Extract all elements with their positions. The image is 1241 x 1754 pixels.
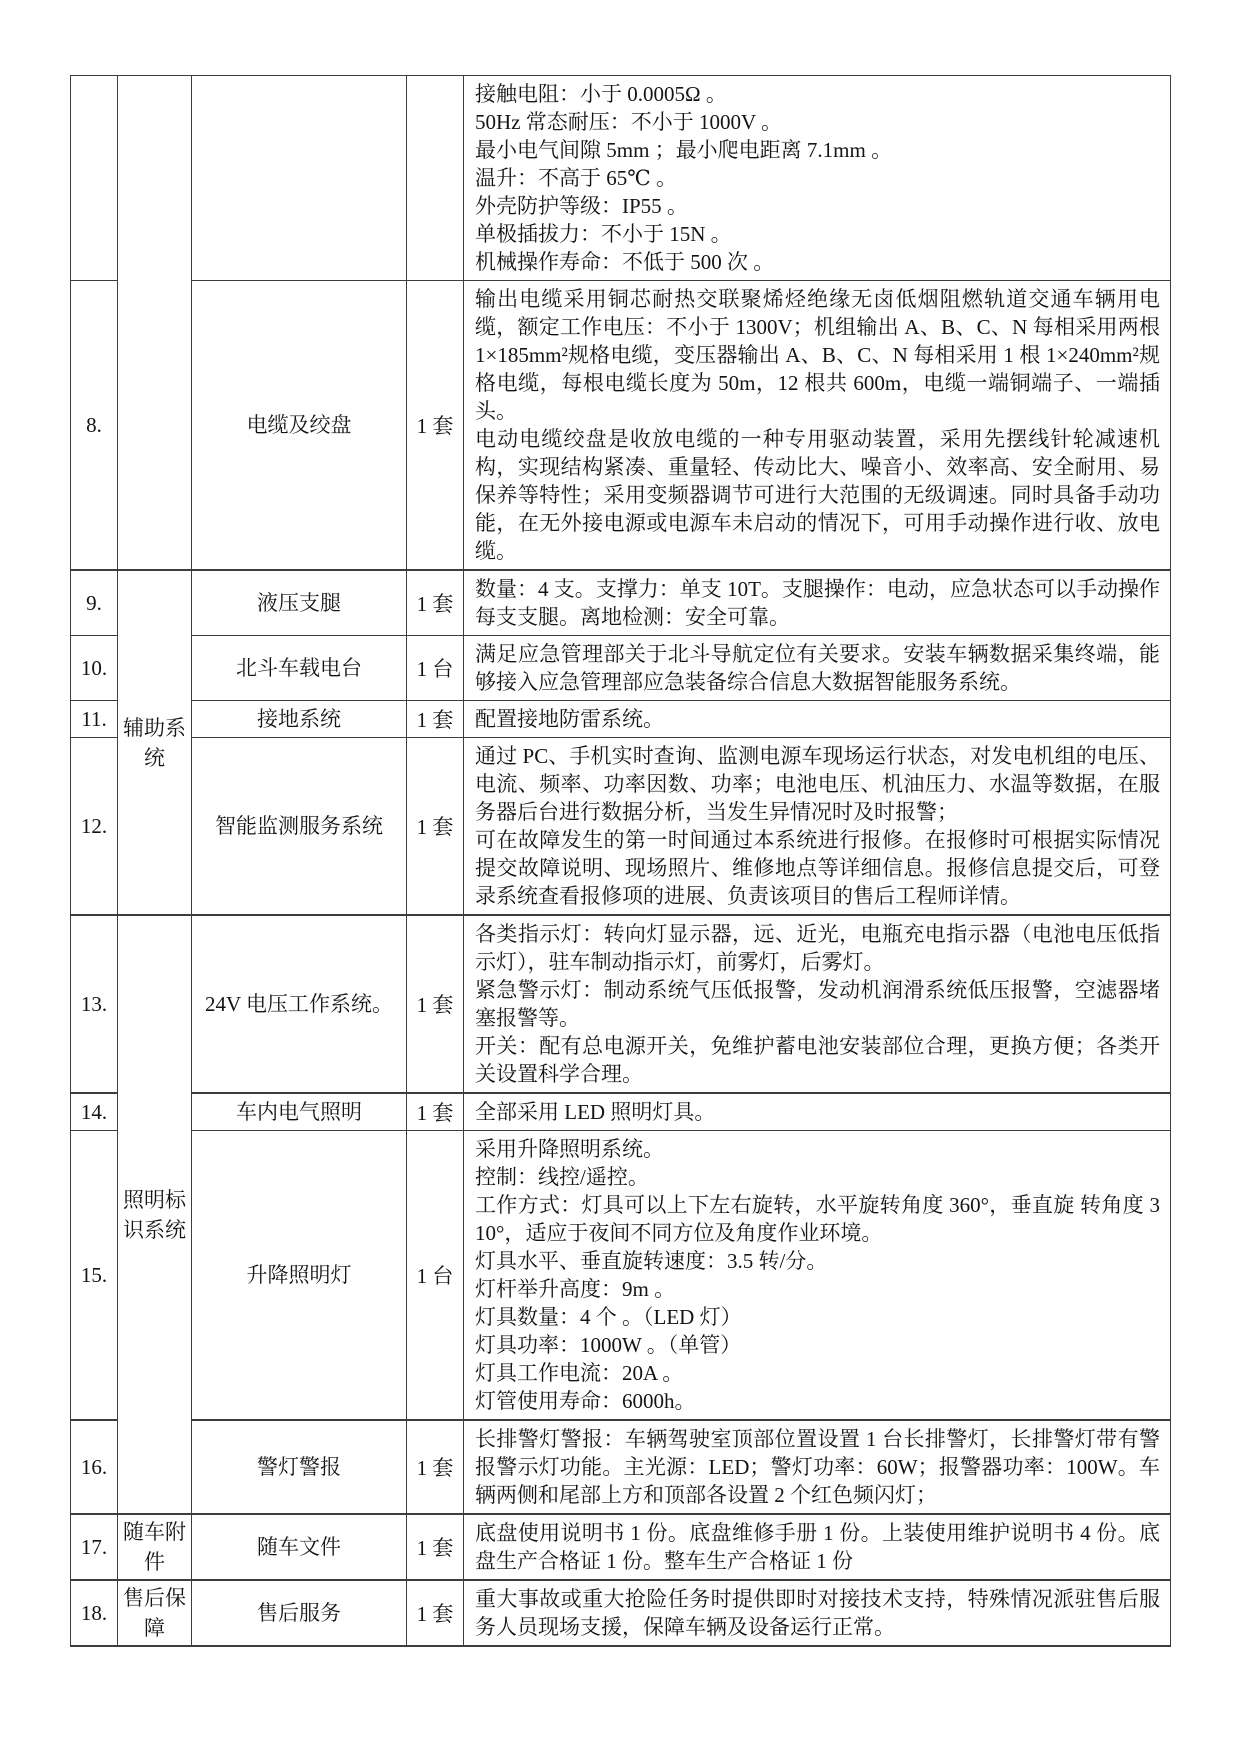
spec-table [70,75,1171,1647]
spec-paragraph: 灯具水平、垂直旋转速度：3.5 转/分。 [475,1249,828,1273]
row-number-cell: 9. [71,570,118,636]
quantity-cell: 1 套 [407,701,464,738]
table-row [71,570,1171,636]
specs-cell [464,1093,1171,1131]
specs-cell [464,1131,1171,1421]
category-cell: 辅助系统 [118,570,192,915]
spec-paragraph: 工作方式：灯具可以上下左右旋转，水平旋转角度 360°，垂直旋 转角度 310°，适应于夜间不同方位及角度作业环境。 [475,1193,1160,1245]
spec-paragraph: 最小电气间隙 5mm ；最小爬电距离 7.1mm 。 [475,138,893,162]
item-cell: 北斗车载电台 [192,636,407,701]
item-cell: 车内电气照明 [192,1093,407,1131]
spec-paragraph: 灯管使用寿命：6000h。 [475,1389,696,1413]
spec-paragraph: 控制：线控/遥控。 [475,1165,649,1189]
quantity-cell: 1 套 [407,915,464,1093]
spec-table-body [71,76,1171,1647]
item-cell: 售后服务 [192,1580,407,1646]
spec-paragraph: 满足应急管理部关于北斗导航定位有关要求。安装车辆数据采集终端，能够接入应急管理部应急装备综合信息大数据智能服务系统。 [475,642,1160,694]
row-number-cell [71,76,118,281]
spec-paragraph: 50Hz 常态耐压：不小于 1000V 。 [475,110,783,134]
table-row [71,76,1171,281]
item-cell: 液压支腿 [192,570,407,636]
spec-paragraph: 接触电阻：小于 0.0005Ω 。 [475,82,727,106]
category-cell: 照明标识系统 [118,915,192,1514]
specs-cell [464,738,1171,916]
table-row [71,701,1171,738]
spec-paragraph: 温升：不高于 65℃ 。 [475,166,677,190]
spec-paragraph: 采用升降照明系统。 [475,1137,664,1161]
spec-paragraph: 配置接地防雷系统。 [475,707,664,731]
specs-cell [464,76,1171,281]
item-cell: 接地系统 [192,701,407,738]
specs-cell [464,1420,1171,1514]
specs-cell [464,1514,1171,1580]
table-row [71,1131,1171,1421]
row-number-cell: 10. [71,636,118,701]
table-row [71,1580,1171,1646]
quantity-cell: 1 套 [407,1093,464,1131]
spec-paragraph: 灯具工作电流：20A 。 [475,1361,684,1385]
item-cell: 警灯警报 [192,1420,407,1514]
spec-paragraph: 灯具功率：1000W 。（单管） [475,1333,742,1357]
specs-cell [464,636,1171,701]
quantity-cell: 1 套 [407,1514,464,1580]
quantity-cell: 1 台 [407,636,464,701]
spec-paragraph: 各类指示灯：转向灯显示器，远、近光，电瓶充电指示器（电池电压低指示灯），驻车制动指示灯，前雾灯，后雾灯。 [475,922,1160,974]
quantity-cell [407,76,464,281]
row-number-cell: 12. [71,738,118,916]
item-cell: 升降照明灯 [192,1131,407,1421]
quantity-cell: 1 台 [407,1131,464,1421]
quantity-cell: 1 套 [407,1580,464,1646]
item-cell [192,76,407,281]
spec-paragraph: 全部采用 LED 照明灯具。 [475,1100,716,1124]
item-cell: 随车文件 [192,1514,407,1580]
row-number-cell: 8. [71,281,118,571]
specs-cell [464,915,1171,1093]
quantity-cell: 1 套 [407,570,464,636]
spec-paragraph: 灯杆举升高度：9m 。 [475,1277,676,1301]
item-cell: 24V 电压工作系统。 [192,915,407,1093]
table-row [71,1514,1171,1580]
table-row [71,281,1171,571]
specs-cell [464,1580,1171,1646]
row-number-cell: 18. [71,1580,118,1646]
spec-paragraph: 机械操作寿命：不低于 500 次 。 [475,250,775,274]
spec-paragraph: 电动电缆绞盘是收放电缆的一种专用驱动装置，采用先摆线针轮减速机构，实现结构紧凑、重量轻、传动比大、噪音小、效率高、安全耐用、易保养等特性；采用变频器调节可进行大范围的无级调速。同时具备手动功能，在无外接电源或电源车未启动的情况下，可用手动操作进行收、放电缆。 [475,427,1160,563]
category-cell: 随车附件 [118,1514,192,1580]
spec-paragraph: 灯具数量：4 个 。（LED 灯） [475,1305,742,1329]
row-number-cell: 11. [71,701,118,738]
quantity-cell: 1 套 [407,281,464,571]
spec-paragraph: 可在故障发生的第一时间通过本系统进行报修。在报修时可根据实际情况提交故障说明、现场照片、维修地点等详细信息。报修信息提交后，可登录系统查看报修项的进展、负责该项目的售后工程师详情。 [475,828,1160,908]
row-number-cell: 14. [71,1093,118,1131]
spec-paragraph: 数量：4 支。支撑力：单支 10T。支腿操作：电动，应急状态可以手动操作每支支腿。离地检测：安全可靠。 [475,577,1160,629]
spec-paragraph: 外壳防护等级：IP55 。 [475,194,688,218]
item-cell: 电缆及绞盘 [192,281,407,571]
spec-paragraph: 底盘使用说明书 1 份。底盘维修手册 1 份。上装使用维护说明书 4 份。底盘生产合格证 1 份。整车生产合格证 1 份 [475,1521,1160,1573]
specs-cell [464,570,1171,636]
specs-cell [464,281,1171,571]
table-row [71,738,1171,916]
spec-paragraph: 重大事故或重大抢险任务时提供即时对接技术支持，特殊情况派驻售后服务人员现场支援，保障车辆及设备运行正常。 [475,1587,1160,1639]
category-cell [118,76,192,571]
spec-paragraph: 开关：配有总电源开关，免维护蓄电池安装部位合理，更换方便；各类开关设置科学合理。 [475,1034,1160,1086]
spec-paragraph: 长排警灯警报：车辆驾驶室顶部位置设置 1 台长排警灯，长排警灯带有警报警示灯功能。主光源：LED；警灯功率：60W；报警器功率：100W。车辆两侧和尾部上方和顶部各设置 2 个红色频闪灯； [475,1427,1160,1507]
spec-paragraph: 通过 PC、手机实时查询、监测电源车现场运行状态，对发电机组的电压、电流、频率、功率因数、功率；电池电压、机油压力、水温等数据，在服务器后台进行数据分析，当发生异情况时及时报警； [475,744,1160,824]
quantity-cell: 1 套 [407,738,464,916]
spec-paragraph: 输出电缆采用铜芯耐热交联聚烯烃绝缘无卤低烟阻燃轨道交通车辆用电缆，额定工作电压：不小于 1300V；机组输出 A、B、C、N 每相采用两根 1×185mm²规格电缆，变压器输出 A、B、C、N 每相采用 1 根 1×240mm²规格电缆，每根电缆长度为 50m，12 根共 600m，电缆一端铜端子、一端插头。 [475,287,1160,423]
spec-paragraph: 紧急警示灯：制动系统气压低报警，发动机润滑系统低压报警，空滤器堵塞报警等。 [475,978,1160,1030]
table-row [71,1420,1171,1514]
row-number-cell: 15. [71,1131,118,1421]
row-number-cell: 17. [71,1514,118,1580]
item-cell: 智能监测服务系统 [192,738,407,916]
row-number-cell: 16. [71,1420,118,1514]
spec-paragraph: 单极插拔力：不小于 15N 。 [475,222,732,246]
table-row [71,1093,1171,1131]
quantity-cell: 1 套 [407,1420,464,1514]
table-row [71,636,1171,701]
specs-cell [464,701,1171,738]
category-cell: 售后保障 [118,1580,192,1646]
row-number-cell: 13. [71,915,118,1093]
table-row [71,915,1171,1093]
